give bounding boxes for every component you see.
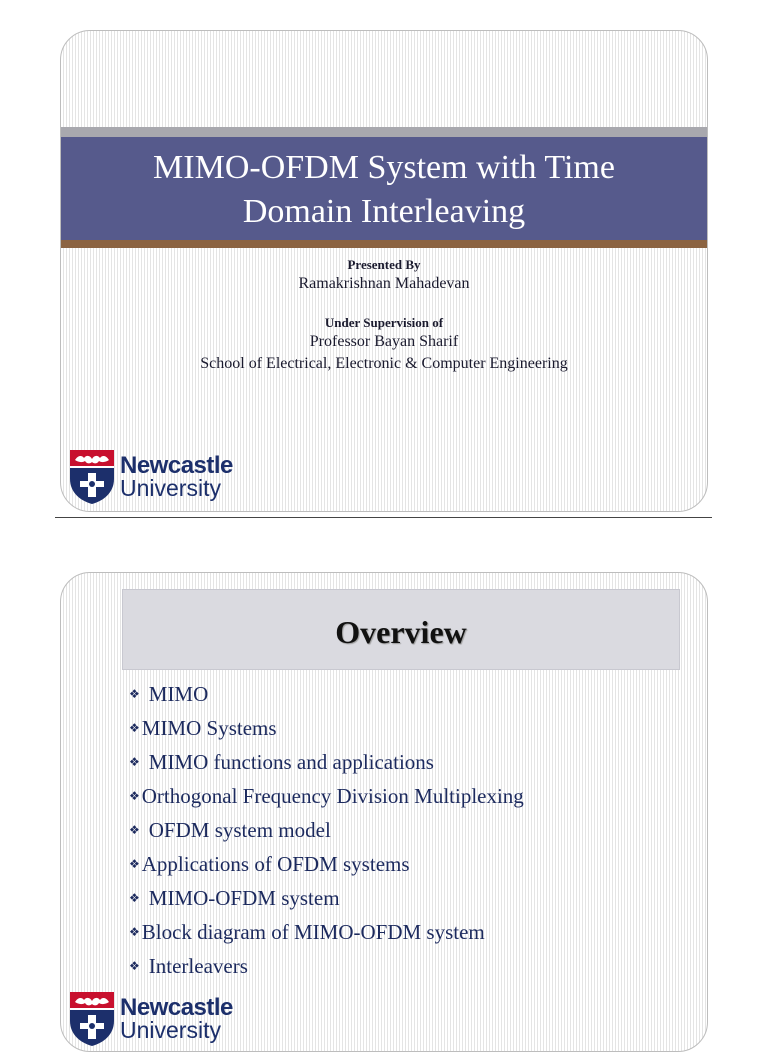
list-item: ❖ MIMO functions and applications [129,750,434,774]
logo-wordmark [120,994,233,1043]
logo-line2: University [120,1017,221,1043]
overview-header [122,589,680,670]
credits-block [61,257,707,375]
bullet-marker-icon: ❖ [129,925,140,939]
slide-title-line2: Domain Interleaving [242,192,526,230]
logo-line1: Newcastle [120,452,233,479]
university-crest-icon [69,449,115,505]
title-band [61,137,707,240]
overview-slide [60,572,708,1052]
list-item: ❖ Applications of OFDM systems [129,852,410,876]
list-item: ❖ Interleavers [129,954,248,978]
title-slide [60,30,708,512]
bullet-marker-icon: ❖ [129,721,140,735]
slide-title-line1: MIMO-OFDM System with Time [153,148,615,186]
bullet-marker-icon: ❖ [129,857,140,871]
presenter-name: Ramakrishnan Mahadevan [298,275,470,292]
list-item: ❖ OFDM system model [129,818,331,842]
list-item: ❖ Orthogonal Frequency Division Multiplexing [129,784,524,808]
bullet-marker-icon: ❖ [129,823,140,837]
logo-line1: Newcastle [120,994,233,1021]
university-crest-icon [69,991,115,1047]
presented-by-label: Presented By [347,257,421,272]
overview-title: Overview [335,614,467,650]
bullet-marker-icon: ❖ [129,959,140,973]
bullet-marker-icon: ❖ [129,687,140,701]
list-item: ❖ MIMO [129,682,209,706]
supervision-label: Under Supervision of [324,315,444,330]
logo-wordmark [120,452,233,501]
slide-title [124,146,644,234]
bullet-marker-icon: ❖ [129,755,140,769]
overview-bullet-list [129,677,524,983]
school-name: School of Electrical, Electronic & Computer Engineering [200,355,568,372]
list-item: ❖ MIMO-OFDM system [129,886,340,910]
slide-divider [55,517,712,518]
list-item: ❖ MIMO Systems [129,716,277,740]
logo-line2: University [120,475,221,501]
brown-accent-strip [61,240,707,248]
supervisor-name: Professor Bayan Sharif [309,333,459,350]
bullet-marker-icon: ❖ [129,891,140,905]
bullet-marker-icon: ❖ [129,789,140,803]
university-logo [69,449,233,505]
university-logo [69,991,233,1047]
list-item: ❖ Block diagram of MIMO-OFDM system [129,920,485,944]
gray-accent-strip [61,127,707,137]
